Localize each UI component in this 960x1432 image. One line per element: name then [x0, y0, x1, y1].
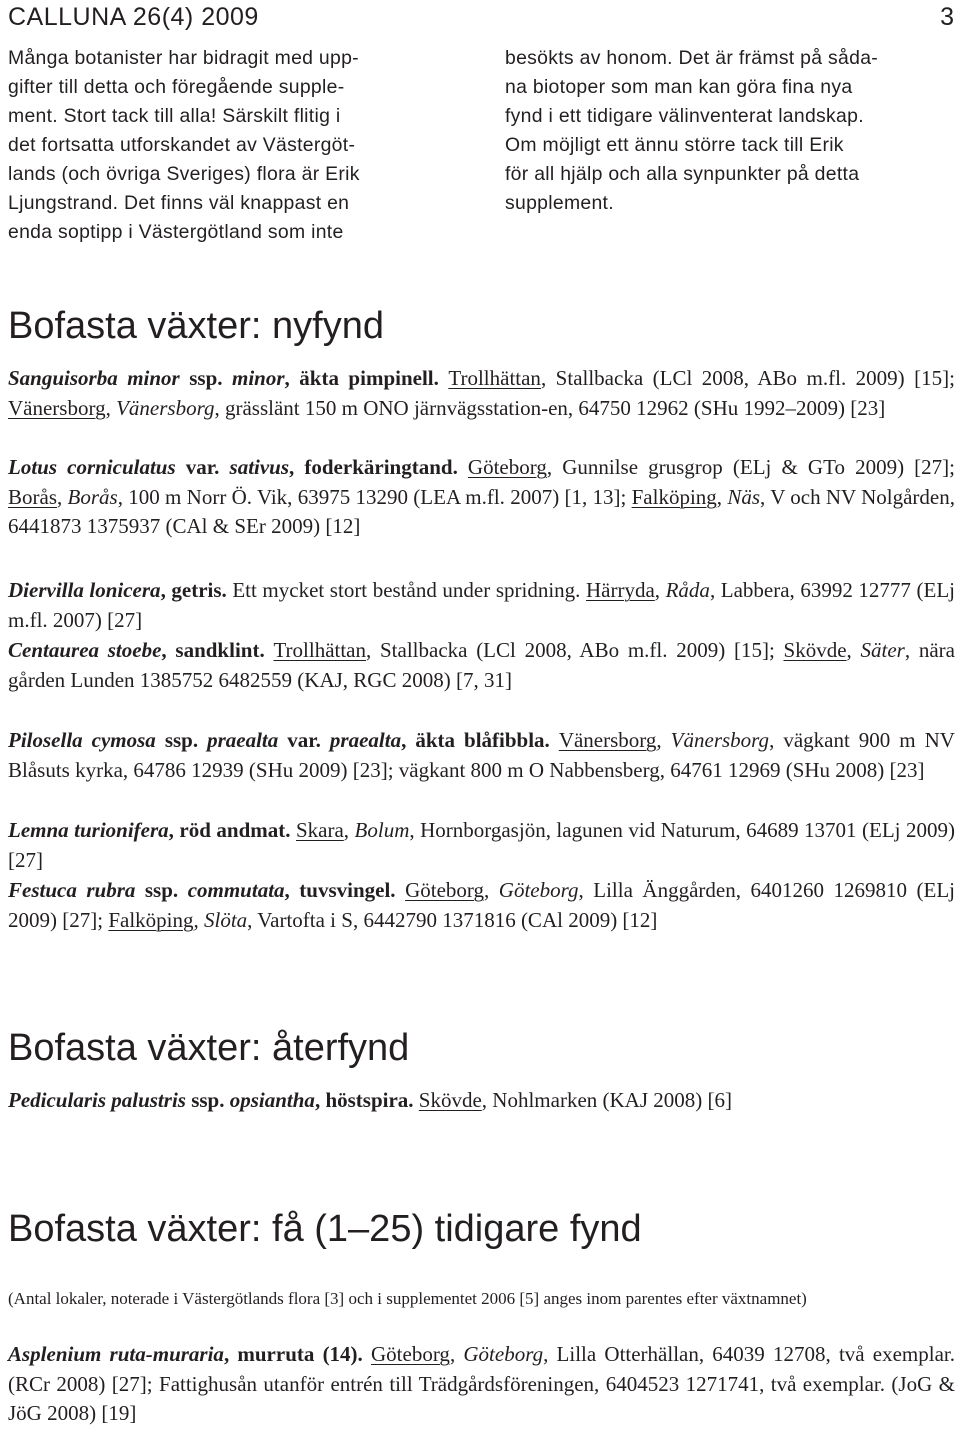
intro-line: fynd i ett tidigare välinventerat landskap. [505, 105, 864, 127]
journal-header-title: CALLUNA 26(4) 2009 [8, 3, 259, 31]
intro-column-left [8, 44, 463, 247]
municipality-name: Vänersborg [8, 395, 106, 420]
entry-text: , Hornborgasjön, lagunen vid Naturum, 64689 13701 (ELj 2009) [27] [8, 818, 955, 872]
parish-name: Göteborg [498, 878, 579, 902]
parish-name: Näs [727, 484, 761, 509]
municipality-name: Falköping [108, 907, 194, 932]
parish-name: Borås [67, 484, 118, 509]
common-name: , sandklint. [161, 638, 274, 662]
parish-name: Säter [860, 638, 905, 662]
common-name: , äkta blåfibbla. [401, 728, 559, 752]
intro-line: det fortsatta utforskandet av Västergöt- [8, 134, 356, 156]
entry-text: , [484, 878, 499, 902]
taxon-rank: ssp. [179, 366, 232, 390]
scientific-name: Pilosella cymosa [8, 728, 156, 752]
entry-text: , [656, 728, 671, 752]
intro-line: Många botanister har bidragit med upp- [8, 47, 359, 69]
scientific-name: Lotus corniculatus [8, 455, 176, 479]
taxon-rank: ssp. [185, 1088, 230, 1112]
page-number: 3 [940, 3, 954, 31]
taxon-rank: var. [175, 455, 230, 479]
parish-name: Slöta [204, 907, 248, 932]
common-name: , röd andmat. [168, 818, 296, 842]
parish-name: Göteborg [463, 1342, 544, 1366]
municipality-name: Skövde [783, 638, 847, 662]
species-entry-lotus [8, 453, 955, 542]
municipality-name: Göteborg [467, 455, 547, 479]
species-entry-pedicularis [8, 1086, 955, 1116]
scientific-name: minor [232, 366, 285, 390]
intro-line: supplement. [505, 192, 614, 214]
taxon-rank: var. [278, 728, 330, 752]
intro-line: Ljungstrand. Det finns väl knappast en [8, 192, 350, 214]
entry-text: , vägkant 900 m NV Blåsuts kyrka, 64786 12939 (SHu 2009) [23]; vägkant 800 m O Nabbensberg, 64761 12969 (SHu 2008) [23] [8, 728, 955, 782]
entry-text: , V och NV Nolgården, 6441873 1375937 (CAl & SEr 2009) [12] [8, 484, 955, 539]
scientific-name: opsiantha [229, 1088, 315, 1112]
scientific-name: Lemna turionifera [8, 818, 169, 842]
section-note: (Antal lokaler, noterade i Västergötlands flora [3] och i supplementet 2006 [5] anges inom parentes efter växtnamnet) [8, 1289, 807, 1308]
intro-line: gifter till detta och föregående supple- [8, 76, 345, 98]
entry-text: , Stallbacka (LCl 2008, ABo m.fl. 2009) [15]; [366, 638, 784, 662]
scientific-name: Festuca rubra [8, 878, 136, 902]
entry-text: , Labbera, 63992 12777 (ELj m.fl. 2007) [27] [8, 578, 955, 632]
scientific-name: Centaurea stoebe [8, 638, 162, 662]
species-entry-lemna [8, 816, 955, 875]
species-entry-centaurea [8, 636, 955, 695]
entry-text: , [105, 395, 117, 420]
common-name: , getris. [160, 578, 233, 602]
municipality-name: Trollhättan [273, 638, 366, 662]
section-heading-nyfynd: Bofasta växter: nyfynd [8, 305, 384, 347]
entry-text: , [846, 638, 861, 662]
species-entry-asplenium [8, 1340, 955, 1429]
parish-name: Bolum [354, 818, 410, 842]
common-name: , äkta pimpinell. [284, 366, 449, 390]
intro-column-right [505, 44, 955, 218]
municipality-name: Vänersborg [558, 728, 657, 752]
entry-text: , 100 m Norr Ö. Vik, 63975 13290 (LEA m.fl. 2007) [1, 13]; [117, 484, 632, 509]
common-name: , tuvsvingel. [284, 878, 406, 902]
scientific-name: Asplenium ruta-muraria [8, 1342, 224, 1366]
municipality-name: Trollhättan [448, 366, 541, 390]
municipality-name: Härryda [585, 578, 655, 602]
entry-text: , [449, 1342, 464, 1366]
common-name: , höstspira. [314, 1088, 419, 1112]
parish-name: Råda [665, 578, 710, 602]
intro-line: Om möjligt ett ännu större tack till Erik [505, 134, 844, 156]
entry-text: , Gunnilse grusgrop (ELj & GTo 2009) [27]; [546, 455, 955, 479]
taxon-rank: ssp. [155, 728, 208, 752]
entry-text: , [343, 818, 355, 842]
scientific-name: Pedicularis palustris [8, 1088, 186, 1112]
entry-text: , [654, 578, 666, 602]
common-name: , murruta (14). [223, 1342, 371, 1366]
species-entry-pilosella [8, 726, 955, 785]
scientific-name: praealta [207, 728, 279, 752]
municipality-name: Göteborg [371, 1342, 450, 1366]
intro-line: ment. Stort tack till alla! Särskilt flitig i [8, 105, 341, 127]
entry-text: , grässlänt 150 m ONO järnvägsstation-en, 64750 12962 (SHu 1992–2009) [23] [214, 395, 886, 420]
species-entry-diervilla [8, 576, 955, 635]
entry-text: , Lilla Änggården, 6401260 1269810 (ELj 2009) [27]; [8, 878, 956, 932]
intro-line: lands (och övriga Sveriges) flora är Erik [8, 163, 360, 185]
intro-line: enda soptipp i Västergötland som inte [8, 221, 344, 243]
entry-text: , nära gården Lunden 1385752 6482559 (KAJ, RGC 2008) [7, 31] [8, 638, 955, 692]
scientific-name: commutata [187, 878, 285, 902]
entry-text: , [57, 484, 68, 509]
entry-text: , Lilla Otterhällan, 64039 12708, två exemplar. (RCr 2008) [27]; Fattighusån utanför entrén till Trädgårdsföreningen, 6404523 1271741, två exemplar. (JoG & JöG 2008) [19] [8, 1342, 956, 1426]
intro-line: för all hjälp och alla synpunkter på detta [505, 163, 860, 185]
common-name: , foderkäringtand. [289, 455, 468, 479]
scientific-name: sativus [229, 455, 290, 479]
entry-text: Ett mycket stort bestånd under spridning. [232, 578, 586, 602]
scientific-name: Sanguisorba minor [8, 366, 180, 390]
section-heading-fa-tidigare-fynd: Bofasta växter: få (1–25) tidigare fynd [8, 1208, 642, 1250]
municipality-name: Skara [295, 818, 344, 842]
municipality-name: Skövde [418, 1088, 482, 1112]
species-entry-sanguisorba [8, 364, 955, 423]
intro-line: na biotoper som man kan göra fina nya [505, 76, 853, 98]
scientific-name: Diervilla lonicera [8, 578, 161, 602]
municipality-name: Göteborg [405, 878, 485, 902]
scientific-name: praealta [329, 728, 402, 752]
municipality-name: Falköping [631, 484, 717, 509]
entry-text: , Nohlmarken (KAJ 2008) [6] [481, 1088, 732, 1112]
entry-text: , [716, 484, 728, 509]
species-entry-festuca [8, 876, 955, 935]
section-heading-aterfynd: Bofasta växter: återfynd [8, 1027, 410, 1069]
entry-text: , Stallbacka (LCl 2008, ABo m.fl. 2009) [15]; [540, 366, 955, 390]
intro-line: besökts av honom. Det är främst på såda- [505, 47, 879, 69]
entry-text: , [193, 907, 204, 932]
entry-text: , Vartofta i S, 6442790 1371816 (CAl 2009) [12] [247, 907, 658, 932]
parish-name: Vänersborg [116, 395, 215, 420]
municipality-name: Borås [8, 484, 57, 509]
parish-name: Vänersborg [670, 728, 770, 752]
taxon-rank: ssp. [135, 878, 188, 902]
